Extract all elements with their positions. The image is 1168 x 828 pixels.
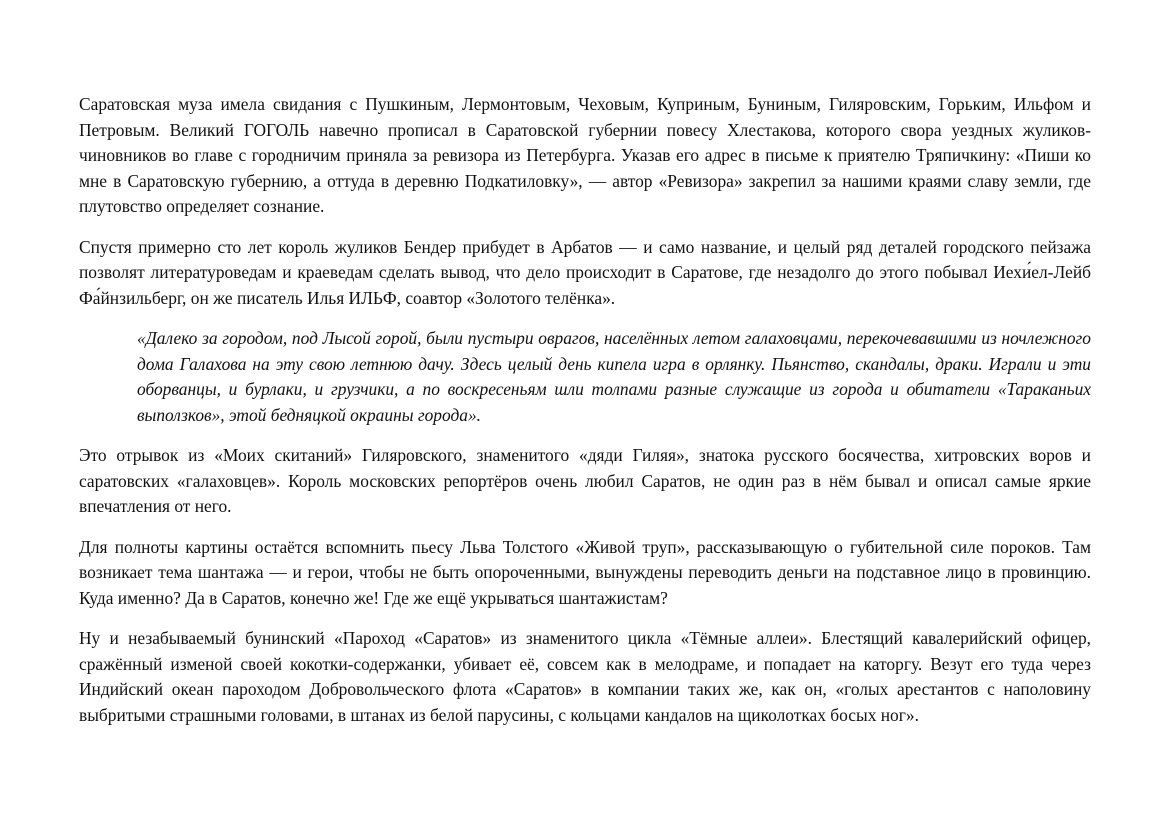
paragraph-gilyarovsky: Это отрывок из «Моих скитаний» Гиляровского, знаменитого «дяди Гиляя», знатока русского босячества, хитровских воров и саратовских «галаховцев». Король московских репортёров очень любил Саратов, не один раз в нём бывал и описал самые яркие впечатления от него. xyxy=(79,445,1091,516)
paragraph-bunin: Ну и незабываемый бунинский «Пароход «Саратов» из знаменитого цикла «Тёмные аллеи». Блестящий кавалерийский офицер, сражённый изменой своей кокотки-содержанки, убивает её, совсем как в мелодраме, и попадает на каторгу. Везут его туда через Индийский океан пароходом Добровольческого флота «Саратов» в компании таких же, как он, «голых арестантов с наполовину выбритыми страшными головами, в штанах из белой парусины, с кольцами кандалов на щиколотках босых ног». xyxy=(79,628,1091,725)
paragraph-bender-arbatov: Спустя примерно сто лет король жуликов Бендер прибудет в Арбатов — и само название, и целый ряд деталей городского пейзажа позволят литературоведам и краеведам сделать вывод, что дело происходит в Саратове, где незадолго до этого побывал Иехи́ел-Лейб Фа́йнзильберг, он же писатель Илья ИЛЬФ, соавтор «Золотого телёнка». xyxy=(79,236,1091,308)
document-page xyxy=(79,92,1091,743)
quote-gilyarovsky: «Далеко за городом, под Лысой горой, были пустыри оврагов, населённых летом галаховцами, перекочевавшими из ночлежного дома Галахова на эту свою летнюю дачу. Здесь целый день кипела игра в орлянку. Пьянство, скандалы, драки. Играли и эти оборванцы, и бурлаки, и грузчики, а по воскресеньям шли толпами разные служащие из города и обитатели «Тараканьих выползков», этой бедняцкой окраины города». xyxy=(137,328,1091,425)
paragraph-saratov-muse: Саратовская муза имела свидания с Пушкиным, Лермонтовым, Чеховым, Куприным, Буниным, Гиляровским, Горьким, Ильфом и Петровым. Великий ГОГОЛЬ навечно прописал в Саратовской губернии повесу Хлестакова, которого свора уездных жуликов-чиновников во главе с городничим приняла за ревизора из Петербурга. Указав его адрес в письме к приятелю Тряпичкину: «Пиши ко мне в Саратовскую губернию, а оттуда в деревню Подкатиловку», — автор «Ревизора» закрепил за нашими краями славу земли, где плутовство определяет сознание. xyxy=(79,94,1091,216)
paragraph-tolstoy: Для полноты картины остаётся вспомнить пьесу Льва Толстого «Живой труп», рассказывающую о губительной силе пороков. Там возникает тема шантажа — и герои, чтобы не быть опороченными, вынуждены переводить деньги на подставное лицо в провинцию. Куда именно? Да в Саратов, конечно же! Где же ещё укрываться шантажистам? xyxy=(79,536,1091,608)
